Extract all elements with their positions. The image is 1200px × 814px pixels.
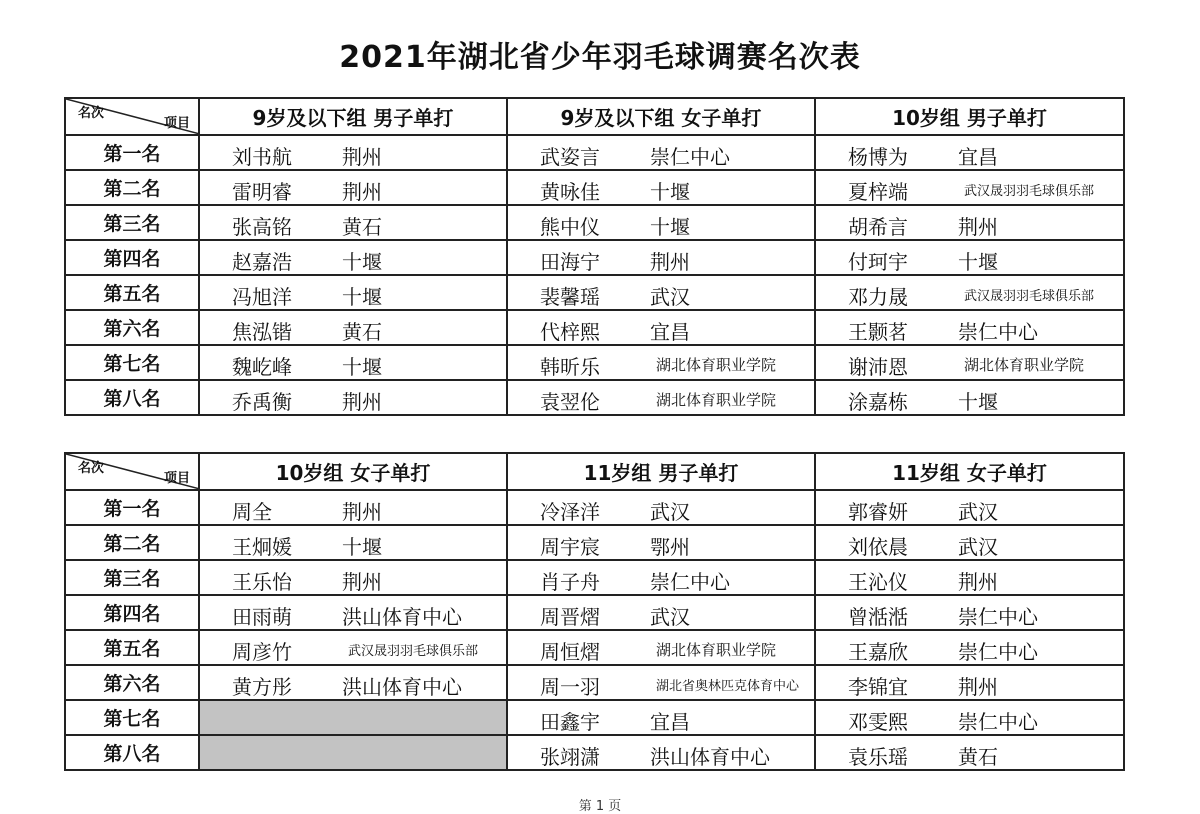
event-header: 9岁及以下组 女子单打 <box>507 98 815 135</box>
result-cell <box>199 595 507 630</box>
player-name: 涂嘉栋 <box>848 390 908 414</box>
result-cell <box>815 275 1124 310</box>
player-name: 冷泽洋 <box>540 500 600 524</box>
player-name: 李锦宜 <box>848 675 908 699</box>
player-organization: 十堰 <box>958 250 998 274</box>
result-cell <box>815 630 1124 665</box>
player-name: 熊中仪 <box>540 215 600 239</box>
table-row <box>65 345 1124 380</box>
result-cell <box>507 700 815 735</box>
player-name: 刘书航 <box>232 145 292 169</box>
rank-label: 第七名 <box>65 345 199 380</box>
player-organization: 崇仁中心 <box>650 570 730 594</box>
player-organization: 武汉晟羽羽毛球俱乐部 <box>964 289 1095 304</box>
rank-label: 第六名 <box>65 665 199 700</box>
result-cell <box>815 490 1124 525</box>
result-cell <box>507 275 815 310</box>
player-organization: 十堰 <box>650 215 690 239</box>
player-name: 夏梓端 <box>848 180 908 204</box>
result-cell <box>199 490 507 525</box>
result-cell <box>507 490 815 525</box>
header-corner-cell <box>65 453 199 490</box>
player-name: 王沁仪 <box>848 570 908 594</box>
player-name: 田雨萌 <box>232 605 292 629</box>
result-cell <box>507 135 815 170</box>
result-cell <box>507 560 815 595</box>
player-organization: 武汉 <box>650 605 690 629</box>
rank-label: 第二名 <box>65 525 199 560</box>
result-cell <box>199 170 507 205</box>
results-table-2 <box>64 452 1125 771</box>
empty-cell <box>199 735 507 770</box>
player-organization: 崇仁中心 <box>650 145 730 169</box>
result-cell <box>507 170 815 205</box>
table-row <box>65 630 1124 665</box>
result-cell <box>815 665 1124 700</box>
player-name: 邓雯熙 <box>848 710 908 734</box>
table-row <box>65 700 1124 735</box>
event-header: 11岁组 女子单打 <box>815 453 1124 490</box>
player-organization: 崇仁中心 <box>958 320 1038 344</box>
table-row <box>65 490 1124 525</box>
result-cell <box>815 240 1124 275</box>
player-name: 韩昕乐 <box>540 355 600 379</box>
player-organization: 荆州 <box>342 145 382 169</box>
player-organization: 湖北省奥林匹克体育中心 <box>656 679 800 694</box>
player-organization: 湖北体育职业学院 <box>656 391 777 409</box>
table-row <box>65 310 1124 345</box>
player-name: 袁乐瑶 <box>848 745 908 769</box>
event-header: 9岁及以下组 男子单打 <box>199 98 507 135</box>
table-row <box>65 170 1124 205</box>
result-cell <box>507 630 815 665</box>
player-organization: 崇仁中心 <box>958 605 1038 629</box>
result-cell <box>815 560 1124 595</box>
player-name: 王颢茗 <box>848 320 908 344</box>
player-organization: 十堰 <box>342 535 382 559</box>
player-name: 王乐怡 <box>232 570 292 594</box>
player-name: 雷明睿 <box>232 180 292 204</box>
player-organization: 湖北体育职业学院 <box>964 356 1085 374</box>
rank-label: 第六名 <box>65 310 199 345</box>
player-name: 赵嘉浩 <box>232 250 292 274</box>
table-row <box>65 275 1124 310</box>
table-row <box>65 595 1124 630</box>
player-organization: 宜昌 <box>650 710 690 734</box>
player-organization: 宜昌 <box>958 145 998 169</box>
result-cell <box>815 595 1124 630</box>
results-table-1 <box>64 97 1125 416</box>
player-name: 魏屹峰 <box>232 355 292 379</box>
player-name: 王炯媛 <box>232 535 292 559</box>
result-cell <box>815 735 1124 770</box>
result-cell <box>507 240 815 275</box>
rank-label: 第八名 <box>65 735 199 770</box>
player-name: 乔禹衡 <box>232 390 292 414</box>
player-organization: 洪山体育中心 <box>342 675 462 699</box>
result-cell <box>815 170 1124 205</box>
player-name: 周恒熠 <box>540 640 600 664</box>
player-organization: 洪山体育中心 <box>650 745 770 769</box>
table-row <box>65 240 1124 275</box>
player-name: 谢沛恩 <box>848 355 908 379</box>
corner-rank-label: 名次 <box>78 461 105 476</box>
player-organization: 荆州 <box>958 675 998 699</box>
player-organization: 十堰 <box>342 250 382 274</box>
player-organization: 荆州 <box>342 180 382 204</box>
header-row <box>65 453 1124 490</box>
rank-label: 第三名 <box>65 560 199 595</box>
result-cell <box>815 135 1124 170</box>
result-cell <box>507 310 815 345</box>
table-row <box>65 560 1124 595</box>
event-header: 11岁组 男子单打 <box>507 453 815 490</box>
player-organization: 黄石 <box>342 320 382 344</box>
player-name: 刘依晨 <box>848 535 908 559</box>
player-name: 王嘉欣 <box>848 640 908 664</box>
player-organization: 武汉晟羽羽毛球俱乐部 <box>348 644 479 659</box>
player-organization: 黄石 <box>342 215 382 239</box>
player-name: 周晋熠 <box>540 605 600 629</box>
result-cell <box>815 310 1124 345</box>
result-cell <box>199 630 507 665</box>
player-name: 武姿言 <box>540 145 600 169</box>
result-cell <box>507 665 815 700</box>
result-cell <box>507 735 815 770</box>
corner-rank-label: 名次 <box>78 106 105 121</box>
table-row <box>65 525 1124 560</box>
player-name: 郭睿妍 <box>848 500 908 524</box>
player-name: 邓力晟 <box>848 285 908 309</box>
result-cell <box>815 525 1124 560</box>
corner-event-label: 项目 <box>163 471 190 486</box>
player-organization: 崇仁中心 <box>958 710 1038 734</box>
rank-label: 第三名 <box>65 205 199 240</box>
header-row <box>65 98 1124 135</box>
player-organization: 洪山体育中心 <box>342 605 462 629</box>
result-cell <box>199 560 507 595</box>
rank-label: 第五名 <box>65 630 199 665</box>
player-name: 冯旭洋 <box>232 285 292 309</box>
table-row <box>65 735 1124 770</box>
player-name: 袁翌伦 <box>540 390 600 414</box>
player-name: 裴馨瑶 <box>540 285 600 309</box>
player-organization: 宜昌 <box>650 320 690 344</box>
player-organization: 湖北体育职业学院 <box>656 356 777 374</box>
result-cell <box>507 525 815 560</box>
player-organization: 荆州 <box>342 390 382 414</box>
player-name: 张高铭 <box>232 215 292 239</box>
player-name: 周宇宸 <box>540 535 600 559</box>
rank-label: 第二名 <box>65 170 199 205</box>
player-organization: 湖北体育职业学院 <box>656 641 777 659</box>
player-name: 田鑫宇 <box>540 710 600 734</box>
table-row <box>65 135 1124 170</box>
player-name: 周一羽 <box>540 675 600 699</box>
page-footer: 第 1 页 <box>578 799 622 814</box>
table-row <box>65 205 1124 240</box>
player-name: 周彦竹 <box>232 640 292 664</box>
result-cell <box>507 205 815 240</box>
player-organization: 荆州 <box>342 570 382 594</box>
player-organization: 十堰 <box>342 355 382 379</box>
player-organization: 武汉 <box>650 500 690 524</box>
result-cell <box>199 310 507 345</box>
rank-label: 第四名 <box>65 595 199 630</box>
result-cell <box>199 665 507 700</box>
result-cell <box>815 700 1124 735</box>
table-row <box>65 380 1124 415</box>
rank-label: 第四名 <box>65 240 199 275</box>
result-cell <box>199 380 507 415</box>
player-name: 胡希言 <box>848 215 908 239</box>
player-name: 焦泓锴 <box>232 320 292 344</box>
player-name: 代梓熙 <box>540 320 600 344</box>
rank-label: 第一名 <box>65 490 199 525</box>
player-organization: 武汉 <box>958 535 998 559</box>
result-cell <box>507 345 815 380</box>
player-organization: 十堰 <box>958 390 998 414</box>
rank-label: 第八名 <box>65 380 199 415</box>
result-cell <box>199 275 507 310</box>
rank-label: 第七名 <box>65 700 199 735</box>
player-name: 黄咏佳 <box>540 180 600 204</box>
player-organization: 鄂州 <box>650 535 690 559</box>
player-organization: 武汉晟羽羽毛球俱乐部 <box>964 184 1095 199</box>
result-cell <box>199 135 507 170</box>
player-organization: 荆州 <box>958 215 998 239</box>
player-name: 张翊潇 <box>540 745 600 769</box>
player-name: 杨博为 <box>848 145 908 169</box>
header-corner-cell <box>65 98 199 135</box>
player-organization: 荆州 <box>342 500 382 524</box>
event-header: 10岁组 女子单打 <box>199 453 507 490</box>
player-organization: 武汉 <box>958 500 998 524</box>
player-name: 付珂宇 <box>848 250 908 274</box>
player-name: 黄方彤 <box>232 675 292 699</box>
player-organization: 荆州 <box>650 250 690 274</box>
player-name: 曾湉湉 <box>848 605 908 629</box>
rank-label: 第五名 <box>65 275 199 310</box>
result-cell <box>815 205 1124 240</box>
corner-event-label: 项目 <box>163 116 190 131</box>
result-cell <box>199 525 507 560</box>
player-organization: 崇仁中心 <box>958 640 1038 664</box>
result-cell <box>507 380 815 415</box>
table-row <box>65 665 1124 700</box>
result-cell <box>815 380 1124 415</box>
player-organization: 荆州 <box>958 570 998 594</box>
result-cell <box>507 595 815 630</box>
player-organization: 黄石 <box>958 745 998 769</box>
player-organization: 武汉 <box>650 285 690 309</box>
player-organization: 十堰 <box>650 180 690 204</box>
player-organization: 十堰 <box>342 285 382 309</box>
player-name: 田海宁 <box>540 250 600 274</box>
result-cell <box>199 345 507 380</box>
event-header: 10岁组 男子单打 <box>815 98 1124 135</box>
rank-label: 第一名 <box>65 135 199 170</box>
result-cell <box>199 240 507 275</box>
page-title: 2021年湖北省少年羽毛球调赛名次表 <box>339 40 861 75</box>
result-cell <box>199 205 507 240</box>
player-name: 肖子舟 <box>540 570 600 594</box>
result-cell <box>815 345 1124 380</box>
player-name: 周全 <box>232 500 272 524</box>
empty-cell <box>199 700 507 735</box>
